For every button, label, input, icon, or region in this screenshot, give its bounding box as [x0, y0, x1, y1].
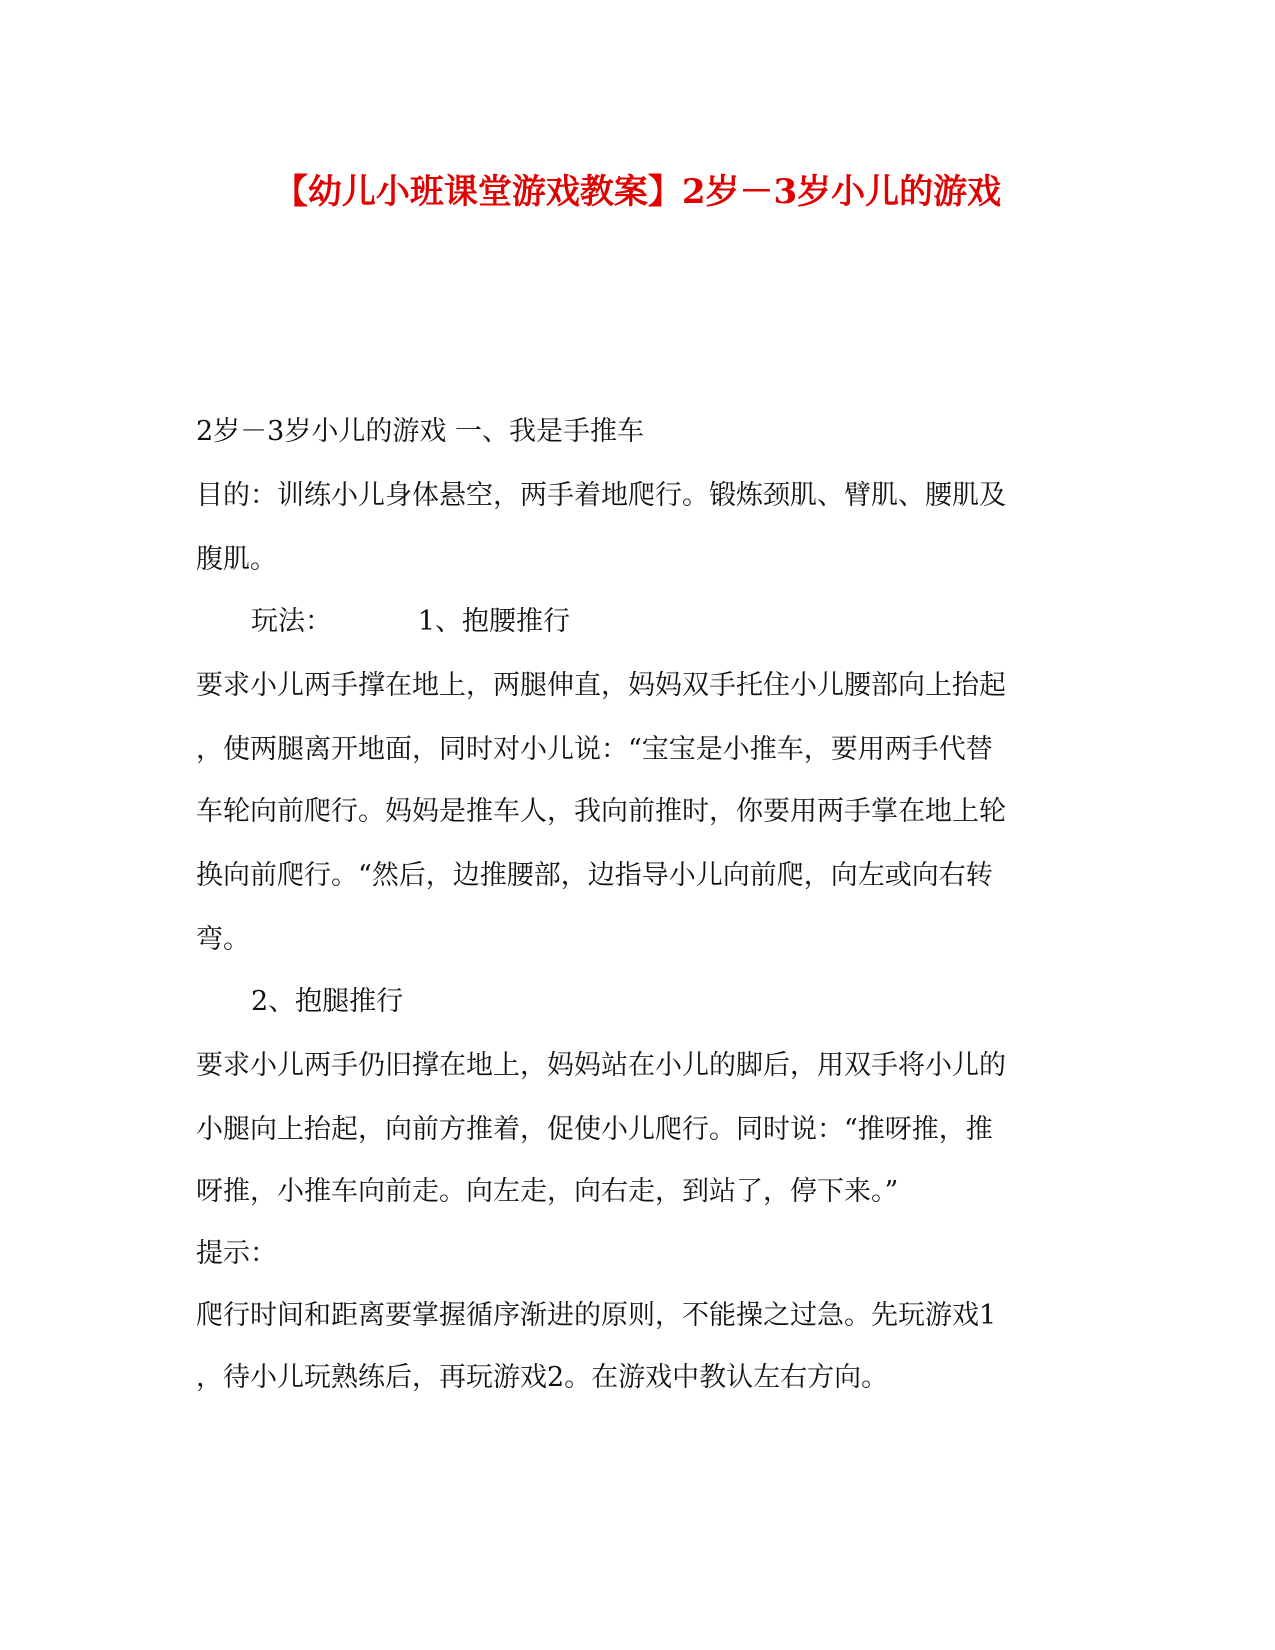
body-line: 提示：: [196, 1238, 277, 1269]
body-line: 爬行时间和距离要掌握循序渐进的原则，不能操之过急。先玩游戏1: [196, 1300, 997, 1331]
body-line: 呀推，小推车向前走。向左走，向右走，到站了，停下来。”: [196, 1176, 899, 1207]
body-line: 要求小儿两手撑在地上，两腿伸直，妈妈双手托住小儿腰部向上抬起: [196, 670, 1006, 701]
body-line: ，使两腿离开地面，同时对小儿说：“宝宝是小推车，要用两手代替: [196, 734, 993, 765]
body-line: 小腿向上抬起，向前方推着，促使小儿爬行。同时说：“推呀推，推: [196, 1114, 993, 1145]
body-line: 2岁－3岁小儿的游戏 一、我是手推车: [196, 416, 644, 447]
body-line: 目的：训练小儿身体悬空，两手着地爬行。锻炼颈肌、臂肌、腰肌及: [196, 480, 1006, 511]
body-line: 要求小儿两手仍旧撑在地上，妈妈站在小儿的脚后，用双手将小儿的: [196, 1050, 1006, 1081]
document-title: 【幼儿小班课堂游戏教案】2岁－3岁小儿的游戏: [273, 172, 1002, 212]
body-line: 2、抱腿推行: [251, 986, 404, 1017]
body-line: 腹肌。: [196, 544, 277, 575]
body-line: 车轮向前爬行。妈妈是推车人，我向前推时，你要用两手掌在地上轮: [196, 796, 1006, 827]
body-line: 玩法： 1、抱腰推行: [251, 606, 571, 637]
body-line: 换向前爬行。“然后，边推腰部，边指导小儿向前爬，向左或向右转: [196, 860, 993, 891]
body-line: 弯。: [196, 924, 250, 955]
body-line: ，待小儿玩熟练后，再玩游戏2。在游戏中教认左右方向。: [196, 1362, 889, 1393]
